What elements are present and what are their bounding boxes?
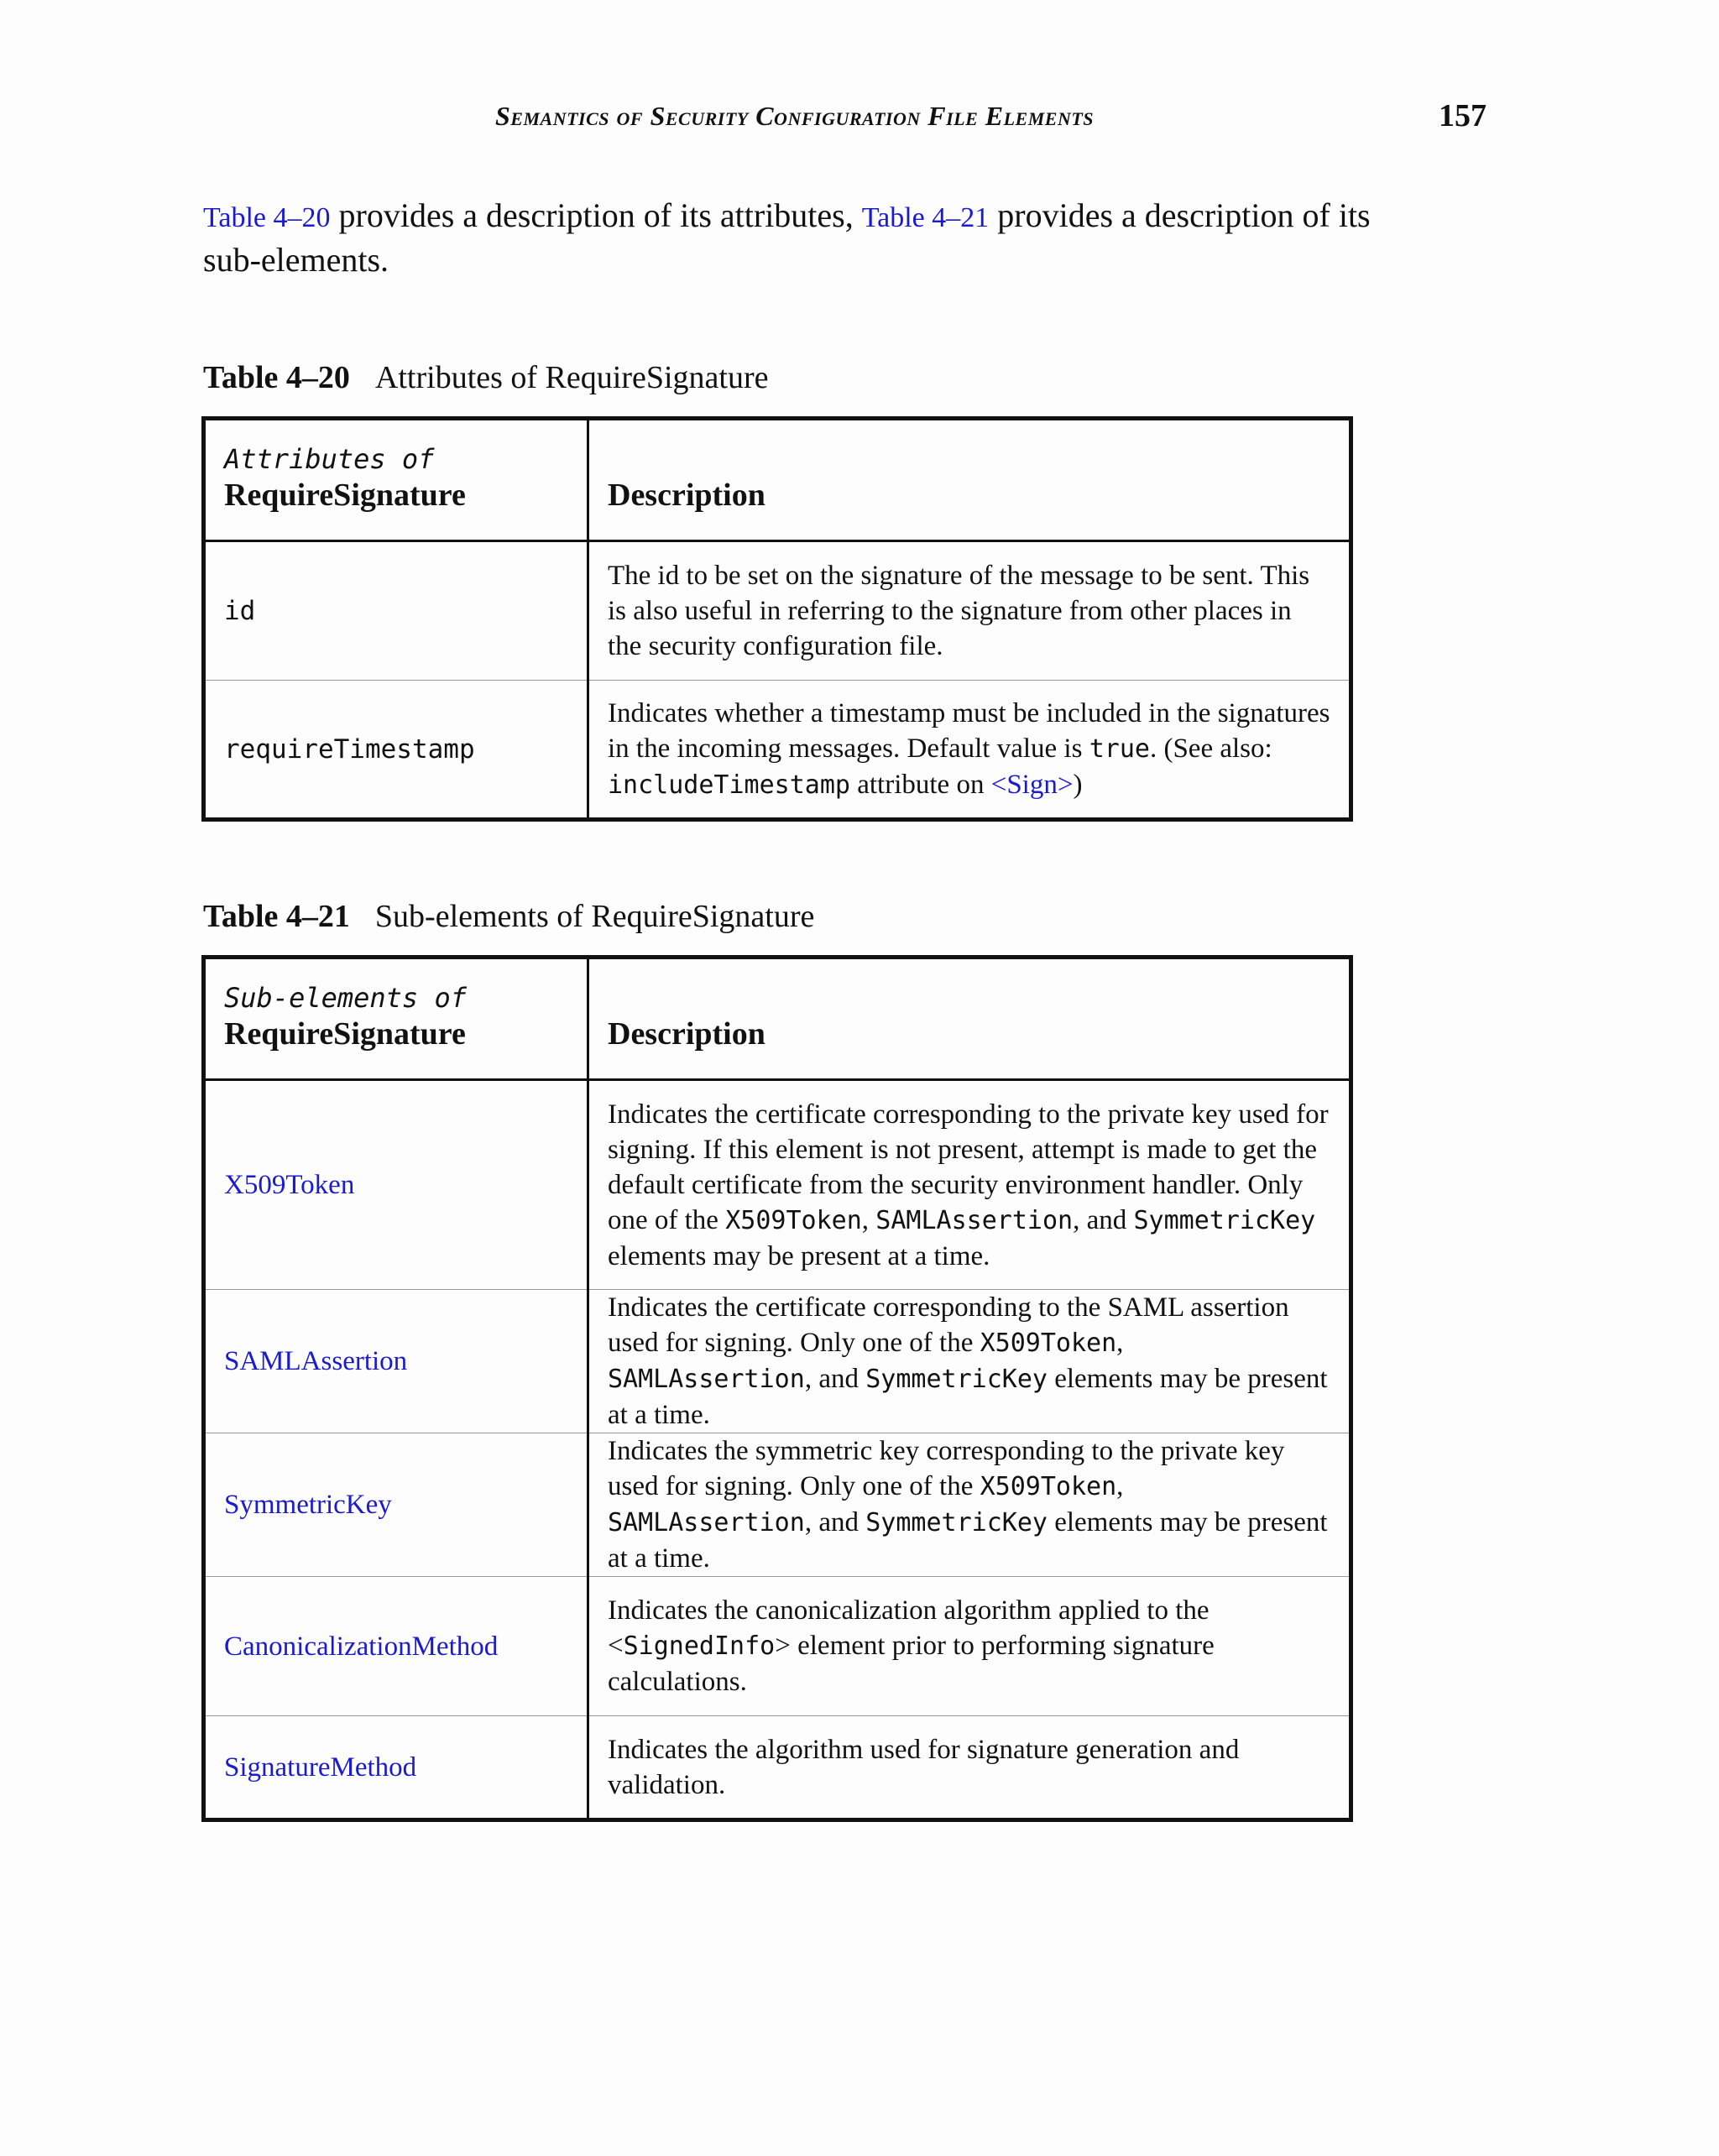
description-text: , and (1073, 1204, 1134, 1235)
caption-number: Table 4–20 (203, 360, 350, 395)
sub-element-description-cell (588, 1716, 1351, 1820)
description-text: Indicates the certificate corresponding to the private key used for signing. If this element is not present, attempt is made to get the default certificate from the security environment handler. Only one of the (608, 1099, 1329, 1235)
header-prefix: Sub-elements of (224, 982, 467, 1014)
running-head-title: Semantics of Security Configuration File Elements (495, 101, 1095, 131)
attribute-name-cell (204, 681, 588, 820)
code-value: SAMLAssertion (608, 1365, 805, 1394)
description-text: Indicates the symmetric key corresponding to the private key used for signing. Only one of the (608, 1436, 1285, 1501)
sub-element-name-cell (204, 1290, 588, 1433)
header-cell-description (588, 419, 1351, 541)
code-value: X509Token (980, 1329, 1117, 1358)
attribute-description-cell (588, 681, 1351, 820)
table-4-20-link[interactable]: Table 4–20 (203, 202, 331, 233)
intro-text-2: provides a description of its sub-elements. (203, 196, 1371, 279)
description-text: , and (804, 1507, 866, 1537)
signaturemethod-link[interactable]: SignatureMethod (224, 1751, 417, 1783)
code-value: true (1089, 733, 1150, 764)
table-row (204, 681, 1351, 820)
code-value: X509Token (725, 1205, 862, 1235)
header-prefix: Attributes of (224, 443, 435, 475)
code-value: SAMLAssertion (608, 1508, 805, 1537)
sub-elements-table (201, 955, 1353, 1822)
description-text: elements may be present at a time. (608, 1364, 1328, 1430)
description-text: , (861, 1204, 876, 1235)
description-text: , (1116, 1328, 1124, 1358)
description-header: Description (608, 478, 765, 513)
symmetrickey-link[interactable]: SymmetricKey (224, 1490, 392, 1520)
sub-element-description-cell (588, 1080, 1351, 1290)
table-row (204, 1716, 1351, 1820)
sub-element-name-cell (204, 1577, 588, 1716)
description-text: > element prior to performing signature calculations. (608, 1631, 1215, 1697)
header-cell-name (204, 419, 588, 541)
intro-paragraph (203, 195, 1378, 281)
code-value: SymmetricKey (865, 1508, 1048, 1537)
header-cell-description (588, 958, 1351, 1080)
description-text: . (See also: (1149, 733, 1272, 764)
page-number: 157 (1439, 98, 1486, 133)
table-row (204, 541, 1351, 681)
table-row (204, 1433, 1351, 1577)
description-text: elements may be present at a time. (608, 1507, 1328, 1574)
caption-text: Attributes of RequireSignature (374, 360, 769, 395)
attribute-name: requireTimestamp (224, 733, 475, 765)
code-value: X509Token (980, 1472, 1117, 1501)
description-text: elements may be present at a time. (608, 1240, 990, 1271)
code-value: SymmetricKey (1133, 1205, 1316, 1235)
sub-element-description-cell (588, 1577, 1351, 1716)
code-value: SymmetricKey (865, 1365, 1048, 1394)
samlassertion-link[interactable]: SAMLAssertion (224, 1346, 408, 1376)
caption-text: Sub-elements of RequireSignature (374, 899, 815, 934)
attribute-name-cell (204, 541, 588, 681)
description-text: Indicates the algorithm used for signature generation and validation. (608, 1734, 1240, 1800)
description-text: , and (804, 1364, 866, 1394)
intro-text-1: provides a description of its attributes, (330, 196, 862, 234)
table-4-21-caption (203, 898, 814, 935)
code-value: SignedInfo (623, 1631, 776, 1661)
table-row (204, 1290, 1351, 1433)
sign-element-link[interactable]: <Sign> (990, 769, 1074, 800)
header-cell-name (204, 958, 588, 1080)
attributes-table (201, 416, 1353, 822)
canonicalizationmethod-link[interactable]: CanonicalizationMethod (224, 1631, 499, 1662)
sub-element-name-cell (204, 1433, 588, 1577)
description-text: ) (1073, 769, 1083, 800)
description-text: Indicates the canonicalization algorithm applied to the < (608, 1595, 1210, 1661)
description-text: attribute on (849, 769, 991, 800)
code-value: includeTimestamp (608, 770, 850, 800)
table-4-21-link[interactable]: Table 4–21 (861, 202, 990, 233)
description-text: Indicates whether a timestamp must be included in the signatures in the incoming messages. Default value is (608, 697, 1330, 764)
attribute-description: The id to be set on the signature of the message to be sent. This is also useful in referring to the signature from other places in the security configuration file. (608, 561, 1310, 661)
header-title: RequireSignature (224, 478, 466, 513)
table-header-row (204, 419, 1351, 541)
description-text: , (1116, 1471, 1124, 1501)
table-header-row (204, 958, 1351, 1080)
code-value: SAMLAssertion (875, 1205, 1074, 1235)
sub-element-name-cell (204, 1080, 588, 1290)
sub-element-description-cell (588, 1290, 1351, 1433)
description-header: Description (608, 1016, 765, 1052)
sub-element-description-cell (588, 1433, 1351, 1577)
caption-number: Table 4–21 (203, 899, 350, 934)
table-row (204, 1080, 1351, 1290)
sub-element-name-cell (204, 1716, 588, 1820)
attribute-name: id (224, 596, 256, 626)
table-4-20-caption (203, 359, 768, 396)
header-title: RequireSignature (224, 1016, 466, 1052)
x509token-link[interactable]: X509Token (224, 1170, 355, 1200)
attribute-description-cell (588, 541, 1351, 681)
description-text: Indicates the certificate corresponding to the SAML assertion used for signing. Only one of the (608, 1292, 1289, 1358)
table-row (204, 1577, 1351, 1716)
